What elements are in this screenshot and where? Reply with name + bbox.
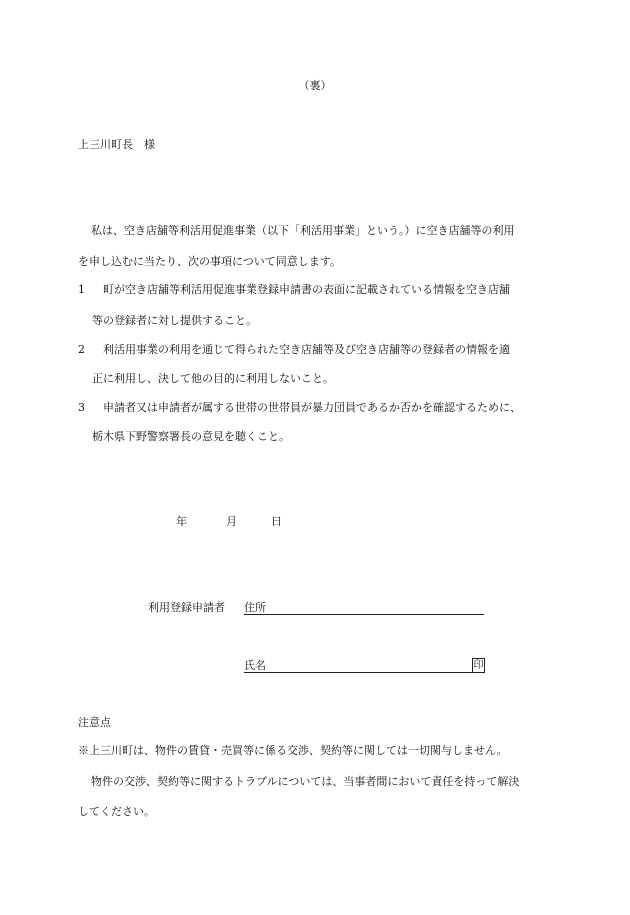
consent-item-3-line1: 申請者又は申請者が属する世帯の世帯員が暴力団員であるか否かを確認するために、 <box>103 401 521 414</box>
notes-line3: してください。 <box>78 805 155 818</box>
name-field[interactable] <box>244 672 472 673</box>
notes-line1: ※上三川町は、物件の賃貸・売買等に係る交渉、契約等に関しては一切関与しません。 <box>78 744 508 757</box>
date-month-label: 月 <box>226 515 237 528</box>
notes-line2: 物件の交渉、契約等に関するトラブルについては、当事者間において責任を持って解決 <box>91 775 520 788</box>
name-label: 氏名 <box>244 659 266 672</box>
address-label: 住所 <box>244 601 266 614</box>
page-heading: （裏） <box>298 79 332 92</box>
consent-item-2-line1: 利活用事業の利用を通じて得られた空き店舗等及び空き店舗等の登録者の情報を適 <box>103 343 510 356</box>
applicant-label: 利用登録申請者 <box>148 601 225 614</box>
consent-item-1-line2: 等の登録者に対し提供すること。 <box>92 314 257 327</box>
consent-item-2-line2: 正に利用し、決して他の目的に利用しないこと。 <box>92 372 334 385</box>
consent-item-1-line1: 町が空き店舗等利活用促進事業登録申請書の表面に記載されている情報を空き店舗 <box>103 283 510 296</box>
consent-item-3-line2: 栃木県下野警察署長の意見を聴くこと。 <box>92 430 290 443</box>
addressee: 上三川町長 様 <box>78 138 155 151</box>
consent-item-1-number: 1 <box>78 283 85 296</box>
consent-item-2-number: 2 <box>78 343 85 356</box>
notes-title: 注意点 <box>78 716 111 729</box>
date-day-label: 日 <box>271 515 282 528</box>
consent-item-3-number: 3 <box>78 401 85 414</box>
seal-label: 印 <box>473 659 484 671</box>
date-year-label: 年 <box>176 515 187 528</box>
address-field[interactable] <box>244 614 484 615</box>
consent-intro-line1: 私は、空き店舗等利活用促進事業（以下「利活用事業」という。）に空き店舗等の利用 <box>91 224 515 237</box>
consent-intro-line2: を申し込むに当たり、次の事項について同意します。 <box>78 255 341 268</box>
seal-box <box>472 658 485 673</box>
